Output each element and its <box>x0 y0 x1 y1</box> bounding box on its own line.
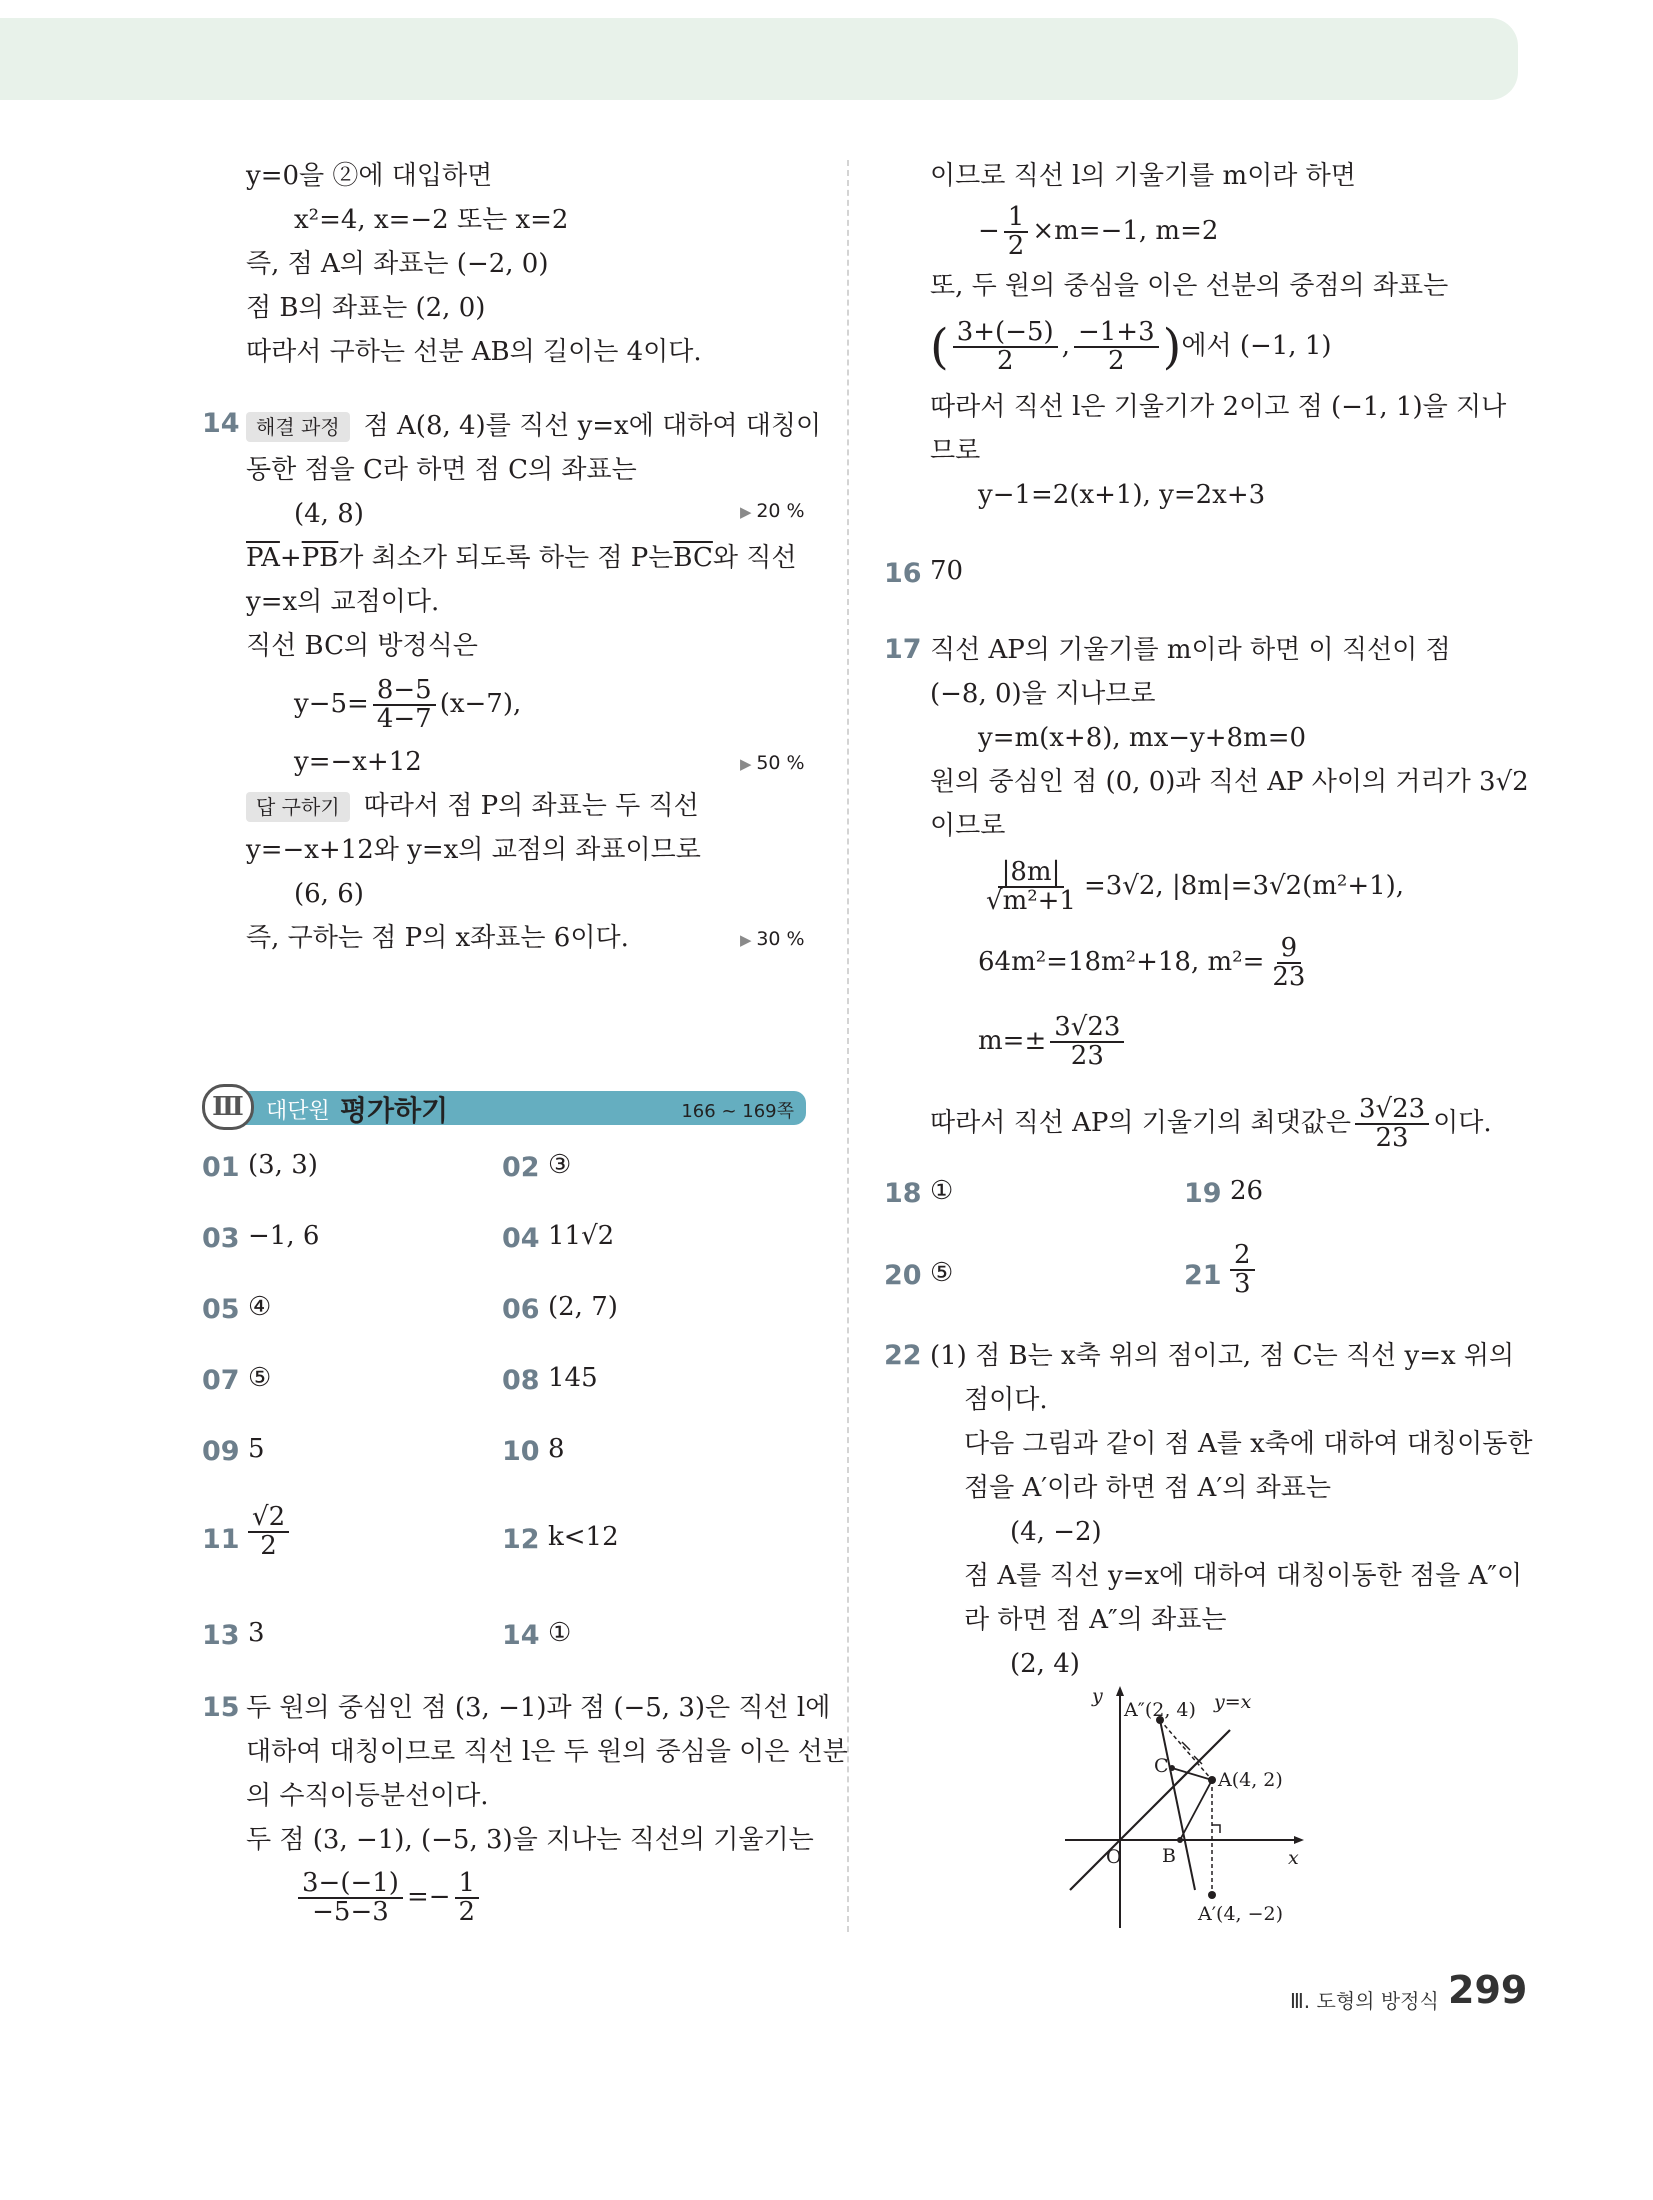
fraction-numerator: 3√23 <box>1355 1096 1429 1125</box>
right-angle-mark <box>1212 1825 1220 1833</box>
answer-value: ④ <box>248 1292 272 1322</box>
text-line: y=x의 교점이다. <box>246 587 440 617</box>
score-percent: ▶ 50 % <box>740 752 805 774</box>
point-a-label: A(4, 2) <box>1218 1769 1283 1791</box>
text-line: (4, −2) <box>1010 1517 1102 1547</box>
fraction <box>1230 1242 1255 1299</box>
y-axis-label: y <box>1092 1685 1103 1707</box>
text-line: 점이다. <box>964 1385 1048 1415</box>
text-line: 두 원의 중심인 점 (3, −1)과 점 (−5, 3)은 직선 l에 <box>246 1693 831 1723</box>
reflection-graph <box>1050 1680 1310 1940</box>
fraction <box>1268 932 1309 992</box>
answer-value: ③ <box>548 1150 572 1180</box>
fraction <box>373 674 436 734</box>
fraction-numerator: 3+(−5) <box>953 319 1058 348</box>
text-line: (1) 점 B는 x축 위의 점이고, 점 C는 직선 y=x 위의 <box>930 1341 1515 1371</box>
text-line: 이므로 직선 l의 기울기를 m이라 하면 <box>930 161 1356 191</box>
fraction-numerator: 3−(−1) <box>298 1870 403 1899</box>
point-c <box>1169 1765 1175 1771</box>
answer-value: ① <box>930 1176 954 1206</box>
text-line: 또, 두 원의 중심을 이은 선분의 중점의 좌표는 <box>930 271 1449 301</box>
section-header <box>202 1084 806 1130</box>
fraction-numerator: √2 <box>248 1504 289 1533</box>
text-line: 점을 A′이라 하면 점 A′의 좌표는 <box>964 1473 1331 1503</box>
text-line: 즉, 구하는 점 P의 x좌표는 6이다. <box>246 923 629 953</box>
fraction <box>1050 1011 1124 1071</box>
solution-tag: 해결 과정 <box>246 412 350 442</box>
q14-solution: 해결 과정 점 A(8, 4)를 직선 y=x에 대하여 대칭이 동한 점을 C라 하면 점 C의 좌표는 (4, 8) $\overline{PA}+\overline{PB}$가 최소가 되도록 하는 점 P는$\overline{BC}$와 직선 y=x의 교점이다. 직선 BC의 방정식은 y−5= $\frac{8-5}{4-7}$ (x−7), y=−x+12 답 구하기 따라서 점 P의 좌표는 두 직선 y=−x+12와 y=x의 교점의 좌표이므로 (6, 6) 즉, 구하는 점 P의 x좌표는 6이다. <box>246 404 821 960</box>
segment-label: $\overline{BC}$ <box>673 543 713 573</box>
answer-number: 11 <box>202 1524 240 1555</box>
text-line: 점 A를 직선 y=x에 대하여 대칭이동한 점을 A″이 <box>964 1561 1523 1591</box>
text-line: 점 A(8, 4)를 직선 y=x에 대하여 대칭이 <box>363 411 822 441</box>
fraction-denominator: √m²+1 <box>986 886 1076 916</box>
text-line: 원의 중심인 점 (0, 0)과 직선 AP 사이의 거리가 3√2 <box>930 767 1529 797</box>
point-b-label: B <box>1162 1845 1176 1867</box>
fraction-denominator: 23 <box>1272 962 1306 992</box>
answer-value: 3 <box>248 1618 265 1648</box>
text-line: 따라서 구하는 선분 AB의 길이는 4이다. <box>246 337 702 367</box>
fraction <box>1074 316 1159 376</box>
text-line: (4, 8) <box>294 499 364 529</box>
q22-solution <box>930 1334 1533 1686</box>
fraction-numerator: 1 <box>1004 204 1029 233</box>
fraction-denominator: 2 <box>260 1531 277 1562</box>
fraction-numerator: 3√23 <box>1050 1014 1124 1043</box>
tick-mark <box>1182 1742 1190 1750</box>
fraction <box>298 1867 403 1927</box>
solution-tag: 답 구하기 <box>246 792 350 822</box>
section-label: 대단원 <box>266 1099 330 1124</box>
point-a <box>1208 1776 1216 1784</box>
section-pages: 166 ~ 169쪽 <box>681 1101 794 1122</box>
text-line: y=m(x+8), mx−y+8m=0 <box>978 723 1307 753</box>
point-a2-label: A″(2, 4) <box>1124 1699 1196 1721</box>
math: 에서 (−1, 1) <box>1181 331 1332 361</box>
answer-value: 70 <box>930 556 964 586</box>
answer-value: ⑤ <box>930 1258 954 1288</box>
answer-value <box>244 1504 293 1561</box>
section-roman: Ⅲ <box>202 1084 254 1130</box>
text-line: 라 하면 점 A″의 좌표는 <box>964 1605 1227 1635</box>
text-line: (−8, 0)을 지나므로 <box>930 679 1156 709</box>
answer-number: 20 <box>884 1260 922 1291</box>
fraction-denominator: 2 <box>1007 231 1025 261</box>
fraction-denominator: −5−3 <box>312 1897 389 1927</box>
fraction <box>953 316 1058 376</box>
math: (x−7), <box>439 689 522 719</box>
fraction-denominator: 2 <box>996 346 1014 376</box>
text-line: 점 B의 좌표는 (2, 0) <box>246 293 486 323</box>
text-line: 동한 점을 C라 하면 점 C의 좌표는 <box>246 455 637 485</box>
fraction-denominator: 23 <box>1375 1123 1409 1153</box>
question-number: 14 <box>202 408 240 439</box>
text-line: 므로 <box>930 436 981 466</box>
column-divider <box>847 160 849 1932</box>
fraction-denominator: 23 <box>1070 1041 1104 1071</box>
answer-number: 04 <box>502 1223 540 1254</box>
answer-value: 145 <box>548 1363 598 1393</box>
text-line: y=0을 ②에 대입하면 <box>246 161 493 191</box>
text-line: 이다. <box>1433 1108 1492 1138</box>
text-line: 따라서 직선 l은 기울기가 2이고 점 (−1, 1)을 지나 <box>930 392 1507 422</box>
fraction-denominator: 3 <box>1234 1269 1251 1300</box>
header-banner <box>0 18 1518 100</box>
right-top-solution: 이므로 직선 l의 기울기를 m이라 하면 − $\frac{1}{2}$ ×m=−1, m=2 또, 두 원의 중심을 이은 선분의 중점의 좌표는 ( $\frac{3+(-5)}{2}$ , $\frac{-1+3}{2}$ )에서 (−1, 1) 따라서 직선 l은 기울기가 2이고 점 (−1, 1)을 지나 므로 y−1=2(x+1), y=2x+3 <box>930 154 1506 517</box>
answer-value: 11√2 <box>548 1221 615 1251</box>
fraction-numerator: 8−5 <box>373 677 436 706</box>
fraction-numerator: 2 <box>1230 1242 1255 1271</box>
answer-number: 18 <box>884 1178 922 1209</box>
text-line: 와 직선 <box>712 543 797 573</box>
text-line: y−1=2(x+1), y=2x+3 <box>978 480 1266 510</box>
segment-label: $\overline{PB}$ <box>301 543 339 573</box>
answer-value: ① <box>548 1618 572 1648</box>
score-percent: ▶ 20 % <box>740 500 805 522</box>
answer-number: 02 <box>502 1152 540 1183</box>
x-axis-label: x <box>1288 1847 1299 1869</box>
answer-value: (3, 3) <box>248 1150 318 1180</box>
point-c-label: C <box>1154 1755 1169 1777</box>
point-a1-label: A′(4, −2) <box>1198 1903 1284 1925</box>
section-title: 평가하기 <box>340 1094 449 1127</box>
math: y−5= <box>294 689 369 719</box>
answer-number: 05 <box>202 1294 240 1325</box>
answer-number: 07 <box>202 1365 240 1396</box>
answer-number: 01 <box>202 1152 240 1183</box>
answer-number: 14 <box>502 1620 540 1651</box>
fraction-denominator: 2 <box>458 1897 476 1927</box>
math: =− <box>406 1882 451 1912</box>
text-line: 직선 AP의 기울기를 m이라 하면 이 직선이 점 <box>930 635 1451 665</box>
fraction <box>982 856 1080 916</box>
q15-solution <box>246 1686 848 1932</box>
fraction-numerator: −1+3 <box>1074 319 1159 348</box>
fraction-numerator: 9 <box>1277 935 1302 964</box>
score-percent: ▶ 30 % <box>740 928 805 950</box>
text-line: 따라서 점 P의 좌표는 두 직선 <box>363 791 699 821</box>
answer-value: k<12 <box>548 1522 619 1552</box>
answer-number: 12 <box>502 1524 540 1555</box>
fraction-numerator: |8m| <box>998 859 1065 888</box>
line-label: y=x <box>1214 1691 1252 1713</box>
answer-number: 13 <box>202 1620 240 1651</box>
text-line: (2, 4) <box>1010 1649 1080 1679</box>
answer-value: (2, 7) <box>548 1292 618 1322</box>
answer-value: 8 <box>548 1434 565 1464</box>
text-line: y=−x+12와 y=x의 교점의 좌표이므로 <box>246 835 701 865</box>
question-number: 16 <box>884 558 922 589</box>
fraction-denominator: 4−7 <box>376 704 432 734</box>
answer-value: ⑤ <box>248 1363 272 1393</box>
math: 64m²=18m²+18, m²= <box>978 947 1265 977</box>
math: =3√2, |8m|=3√2(m²+1), <box>1083 871 1405 901</box>
chapter-title: Ⅲ. 도형의 방정식 <box>1290 1989 1439 2013</box>
answer-value: −1, 6 <box>248 1221 320 1251</box>
answer-number: 09 <box>202 1436 240 1467</box>
answer-number: 21 <box>1184 1260 1222 1291</box>
point-b <box>1177 1837 1183 1843</box>
answer-number: 19 <box>1184 1178 1222 1209</box>
math: − <box>978 216 1000 246</box>
question-number: 22 <box>884 1340 922 1371</box>
answer-number: 10 <box>502 1436 540 1467</box>
left-top-solution <box>246 154 702 374</box>
question-number: 15 <box>202 1692 240 1723</box>
answer-number: 08 <box>502 1365 540 1396</box>
y-axis-arrow <box>1116 1686 1124 1696</box>
text-line: y=−x+12 <box>294 747 422 777</box>
text-line: (6, 6) <box>294 879 364 909</box>
fraction-denominator: 2 <box>1108 346 1125 376</box>
text-line: 이므로 <box>930 811 1006 841</box>
text-line: x²=4, x=−2 또는 x=2 <box>294 205 569 235</box>
answer-number: 03 <box>202 1223 240 1254</box>
answer-value <box>1226 1242 1259 1299</box>
answer-value: 5 <box>248 1434 265 1464</box>
point-a1 <box>1208 1891 1216 1899</box>
text-line: 대하여 대칭이므로 직선 l은 두 원의 중심을 이은 선분 <box>246 1737 848 1767</box>
math: ×m=−1, m=2 <box>1032 216 1219 246</box>
line-y-equals-x <box>1070 1730 1230 1890</box>
q17-solution <box>930 628 1529 1164</box>
text-line: 다음 그림과 같이 점 A를 x축에 대하여 대칭이동한 <box>964 1429 1533 1459</box>
x-axis-arrow <box>1294 1836 1304 1844</box>
fraction <box>455 1867 480 1927</box>
text-line: 가 최소가 되도록 하는 점 P는 <box>338 543 674 573</box>
fraction-numerator: 1 <box>455 1870 480 1899</box>
answer-number: 06 <box>502 1294 540 1325</box>
origin-label: O <box>1106 1846 1122 1868</box>
text-line: 두 점 (3, −1), (−5, 3)을 지나는 직선의 기울기는 <box>246 1825 814 1855</box>
fraction <box>248 1504 289 1561</box>
fraction <box>1004 201 1029 261</box>
text-line: 의 수직이등분선이다. <box>246 1781 489 1811</box>
text-line: 직선 BC의 방정식은 <box>246 631 478 661</box>
answer-value: 26 <box>1230 1176 1264 1206</box>
text-line: 즉, 점 A의 좌표는 (−2, 0) <box>246 249 549 279</box>
text-line: 따라서 직선 AP의 기울기의 최댓값은 <box>930 1108 1351 1138</box>
segment-label: $\overline{PA}$ <box>246 543 280 573</box>
question-number: 17 <box>884 634 922 665</box>
fraction <box>1355 1093 1429 1153</box>
page-number: 299 <box>1448 1968 1528 2012</box>
math: m=± <box>978 1026 1047 1056</box>
